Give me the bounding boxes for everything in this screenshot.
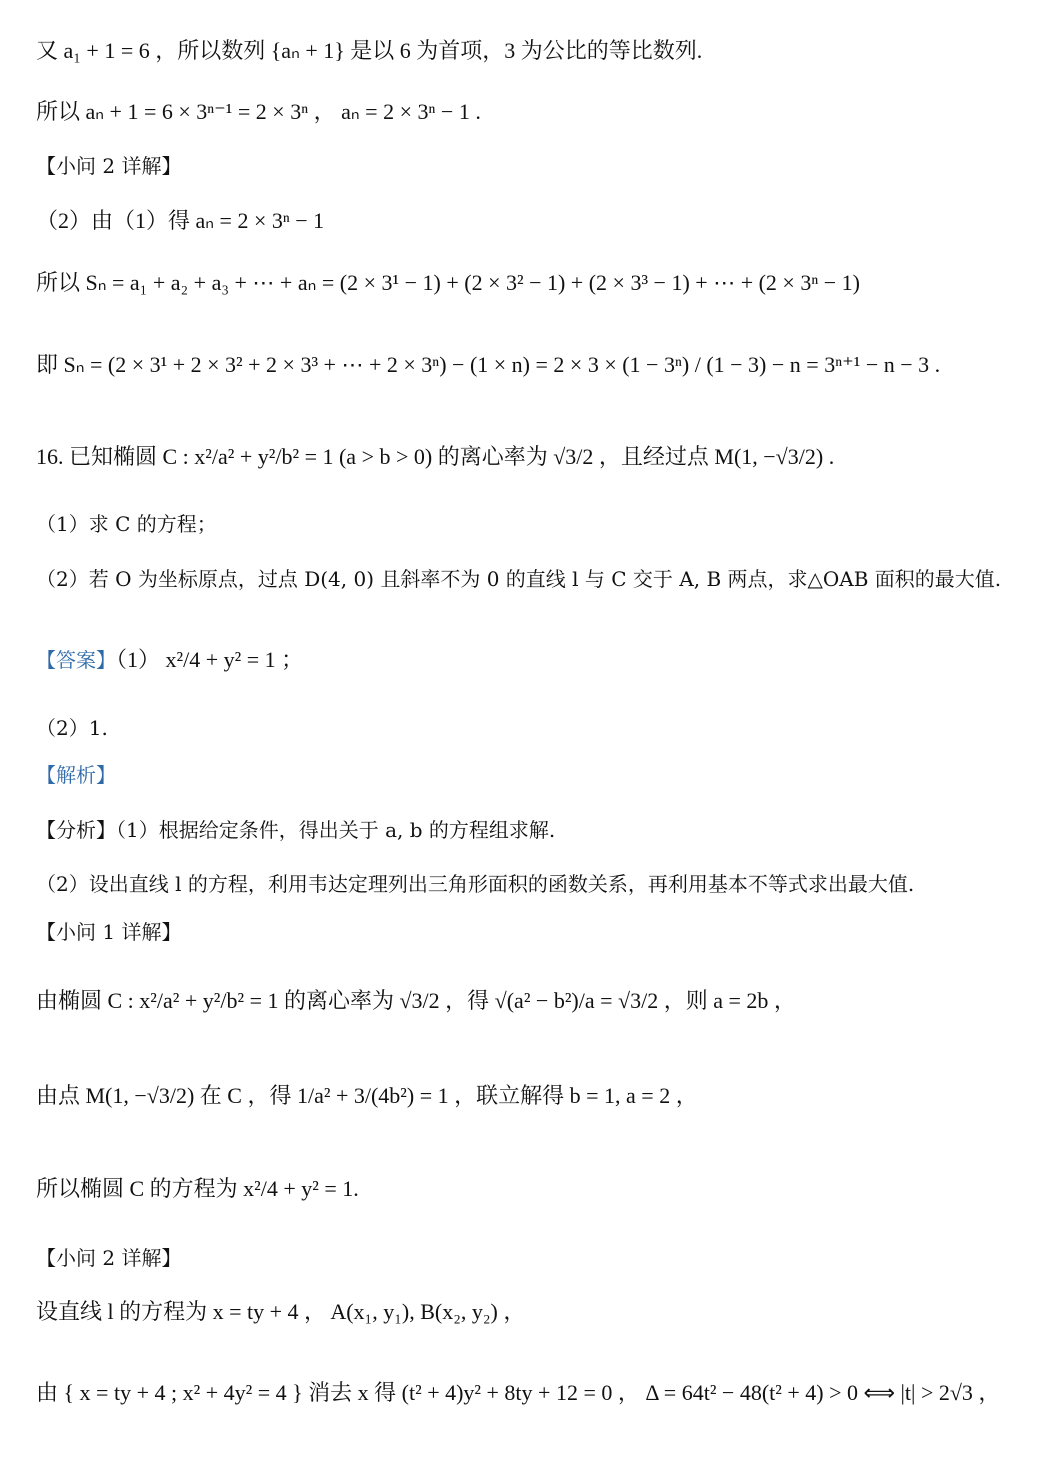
text-line: （2）设出直线 l 的方程，利用韦达定理列出三角形面积的函数关系，再利用基本不等式求出最大值. (36, 872, 915, 896)
text-line: 设直线 l 的方程为 x = ty + 4 ， A(x₁, y₁), B(x₂, y₂) ， (36, 1299, 526, 1324)
text-line: 由椭圆 C : x²/a² + y²/b² = 1 的离心率为 √3/2 ，得 √(a² − b²)/a = √3/2 ，则 a = 2b ， (36, 988, 796, 1013)
text-line: 所以椭圆 C 的方程为 x²/4 + y² = 1. (36, 1176, 359, 1201)
answer-text: （1） x²/4 + y² = 1 ； (116, 647, 304, 672)
problem-statement: 16. 已知椭圆 C : x²/a² + y²/b² = 1 (a > b > 0) 的离心率为 √3/2 ，且经过点 M(1, −√3/2) . (36, 444, 835, 469)
text-line: 【分析】（1）根据给定条件，得出关于 a, b 的方程组求解. (36, 818, 556, 842)
text-line: 所以 Sₙ = a₁ + a₂ + a₃ + ⋯ + aₙ = (2 × 3¹ − 1) + (2 × 3² − 1) + (2 × 3³ − 1) + ⋯ + (2 × 3ⁿ − 1) (36, 270, 860, 295)
section-heading: 【小问 1 详解】 (36, 920, 182, 944)
section-heading: 【小问 2 详解】 (36, 154, 182, 178)
question-1: （1）求 C 的方程； (36, 512, 217, 536)
question-2: （2）若 O 为坐标原点，过点 D(4, 0) 且斜率不为 0 的直线 l 与 C 交于 A, B 两点，求△OAB 面积的最大值. (36, 567, 1002, 591)
section-heading: 【小问 2 详解】 (36, 1246, 182, 1270)
text-line: （2）由（1）得 aₙ = 2 × 3ⁿ − 1 (36, 208, 325, 233)
text-line: 由 { x = ty + 4 ; x² + 4y² = 4 } 消去 x 得 (t² + 4)y² + 8ty + 12 = 0 ， Δ = 64t² − 48(t² + 4) > 0 ⟺ |t| > 2√3 ， (36, 1380, 1001, 1405)
answer-label: 【答案】 (36, 648, 116, 672)
answer-line (36, 649, 303, 671)
analysis-label: 【解析】 (36, 763, 116, 787)
text-line: 又 a₁ + 1 = 6 ，所以数列 {aₙ + 1} 是以 6 为首项，3 为公比的等比数列. (36, 38, 703, 63)
text-line: 所以 aₙ + 1 = 6 × 3ⁿ⁻¹ = 2 × 3ⁿ ， aₙ = 2 × 3ⁿ − 1 . (36, 99, 481, 124)
answer-line-2: （2）1. (36, 716, 108, 740)
text-line: 即 Sₙ = (2 × 3¹ + 2 × 3² + 2 × 3³ + ⋯ + 2 × 3ⁿ) − (1 × n) = 2 × 3 × (1 − 3ⁿ) / (1 − 3) − n = 3ⁿ⁺¹ − n − 3 . (36, 352, 941, 377)
text-line: 由点 M(1, −√3/2) 在 C ，得 1/a² + 3/(4b²) = 1 ，联立解得 b = 1, a = 2 ， (36, 1083, 698, 1108)
